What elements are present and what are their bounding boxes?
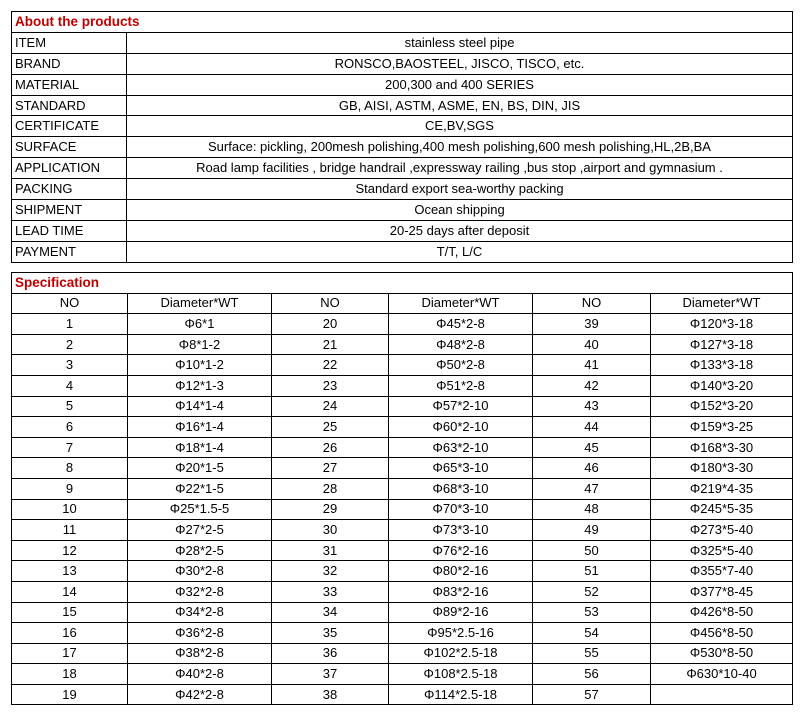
cell-no: 44 <box>533 417 651 438</box>
about-row <box>12 95 793 116</box>
cell-no: 18 <box>12 664 128 685</box>
cell-diameter-wt: Φ6*1 <box>128 314 272 335</box>
cell-diameter-wt: Φ219*4-35 <box>651 478 793 499</box>
cell-no: 46 <box>533 458 651 479</box>
cell-diameter-wt: Φ42*2-8 <box>128 684 272 705</box>
cell-no: 31 <box>272 540 389 561</box>
cell-no: 56 <box>533 664 651 685</box>
about-row-value: Ocean shipping <box>127 200 793 221</box>
cell-no: 3 <box>12 355 128 376</box>
cell-no: 10 <box>12 499 128 520</box>
cell-diameter-wt: Φ530*8-50 <box>651 643 793 664</box>
cell-no: 29 <box>272 499 389 520</box>
about-row-key: PAYMENT <box>12 241 127 262</box>
cell-diameter-wt: Φ114*2.5-18 <box>389 684 533 705</box>
about-row-value: CE,BV,SGS <box>127 116 793 137</box>
cell-diameter-wt: Φ10*1-2 <box>128 355 272 376</box>
cell-no: 27 <box>272 458 389 479</box>
about-products-body <box>12 12 793 263</box>
about-row-value: RONSCO,BAOSTEEL, JISCO, TISCO, etc. <box>127 53 793 74</box>
spec-header-row <box>12 293 793 314</box>
table-row <box>12 478 793 499</box>
cell-no: 48 <box>533 499 651 520</box>
about-row-value: stainless steel pipe <box>127 32 793 53</box>
cell-diameter-wt: Φ28*2-5 <box>128 540 272 561</box>
cell-no: 14 <box>12 581 128 602</box>
cell-diameter-wt: Φ38*2-8 <box>128 643 272 664</box>
cell-diameter-wt: Φ245*5-35 <box>651 499 793 520</box>
cell-no: 39 <box>533 314 651 335</box>
about-row <box>12 53 793 74</box>
cell-diameter-wt: Φ140*3-20 <box>651 375 793 396</box>
cell-diameter-wt: Φ65*3-10 <box>389 458 533 479</box>
cell-diameter-wt: Φ14*1-4 <box>128 396 272 417</box>
cell-no: 57 <box>533 684 651 705</box>
about-row-value: 200,300 and 400 SERIES <box>127 74 793 95</box>
cell-no: 52 <box>533 581 651 602</box>
table-row <box>12 561 793 582</box>
table-row <box>12 623 793 644</box>
cell-diameter-wt: Φ630*10-40 <box>651 664 793 685</box>
cell-no: 38 <box>272 684 389 705</box>
cell-no: 20 <box>272 314 389 335</box>
cell-diameter-wt: Φ12*1-3 <box>128 375 272 396</box>
cell-no: 2 <box>12 334 128 355</box>
cell-diameter-wt: Φ70*3-10 <box>389 499 533 520</box>
table-row <box>12 314 793 335</box>
about-row-key: SURFACE <box>12 137 127 158</box>
about-row-key: CERTIFICATE <box>12 116 127 137</box>
cell-diameter-wt: Φ102*2.5-18 <box>389 643 533 664</box>
specification-body <box>12 273 793 705</box>
table-row <box>12 664 793 685</box>
cell-diameter-wt: Φ68*3-10 <box>389 478 533 499</box>
about-row-value: T/T, L/C <box>127 241 793 262</box>
about-row-key: SHIPMENT <box>12 200 127 221</box>
about-row <box>12 158 793 179</box>
spec-title: Specification <box>12 273 793 294</box>
header-diameter-wt: Diameter*WT <box>128 293 272 314</box>
table-row <box>12 581 793 602</box>
table-row <box>12 375 793 396</box>
cell-diameter-wt: Φ83*2-16 <box>389 581 533 602</box>
cell-diameter-wt: Φ36*2-8 <box>128 623 272 644</box>
cell-diameter-wt: Φ63*2-10 <box>389 437 533 458</box>
about-row <box>12 220 793 241</box>
cell-no: 26 <box>272 437 389 458</box>
about-row-key: APPLICATION <box>12 158 127 179</box>
about-row <box>12 137 793 158</box>
cell-no: 12 <box>12 540 128 561</box>
cell-diameter-wt: Φ8*1-2 <box>128 334 272 355</box>
cell-no: 7 <box>12 437 128 458</box>
cell-no: 37 <box>272 664 389 685</box>
cell-diameter-wt: Φ20*1-5 <box>128 458 272 479</box>
cell-no: 42 <box>533 375 651 396</box>
cell-no: 17 <box>12 643 128 664</box>
cell-no: 34 <box>272 602 389 623</box>
cell-diameter-wt: Φ95*2.5-16 <box>389 623 533 644</box>
cell-no: 45 <box>533 437 651 458</box>
header-diameter-wt: Diameter*WT <box>389 293 533 314</box>
about-row-value: Road lamp facilities , bridge handrail ,expressway railing ,bus stop ,airport and gymnasium . <box>127 158 793 179</box>
table-row <box>12 334 793 355</box>
cell-diameter-wt: Φ73*3-10 <box>389 520 533 541</box>
about-row <box>12 241 793 262</box>
cell-no: 28 <box>272 478 389 499</box>
cell-no: 5 <box>12 396 128 417</box>
cell-diameter-wt: Φ108*2.5-18 <box>389 664 533 685</box>
cell-no: 50 <box>533 540 651 561</box>
table-row <box>12 520 793 541</box>
about-row-value: Surface: pickling, 200mesh polishing,400 mesh polishing,600 mesh polishing,HL,2B,BA <box>127 137 793 158</box>
cell-diameter-wt: Φ273*5-40 <box>651 520 793 541</box>
header-no: NO <box>12 293 128 314</box>
cell-no: 36 <box>272 643 389 664</box>
cell-diameter-wt: Φ377*8-45 <box>651 581 793 602</box>
about-row <box>12 200 793 221</box>
cell-diameter-wt: Φ426*8-50 <box>651 602 793 623</box>
cell-diameter-wt: Φ355*7-40 <box>651 561 793 582</box>
cell-diameter-wt: Φ32*2-8 <box>128 581 272 602</box>
cell-no: 6 <box>12 417 128 438</box>
cell-diameter-wt: Φ51*2-8 <box>389 375 533 396</box>
cell-no: 40 <box>533 334 651 355</box>
cell-diameter-wt: Φ89*2-16 <box>389 602 533 623</box>
about-row-key: LEAD TIME <box>12 220 127 241</box>
cell-no: 19 <box>12 684 128 705</box>
cell-no: 24 <box>272 396 389 417</box>
cell-no: 33 <box>272 581 389 602</box>
cell-no: 47 <box>533 478 651 499</box>
header-no: NO <box>272 293 389 314</box>
cell-diameter-wt: Φ48*2-8 <box>389 334 533 355</box>
about-row-key: MATERIAL <box>12 74 127 95</box>
about-row-value: Standard export sea-worthy packing <box>127 179 793 200</box>
cell-diameter-wt: Φ127*3-18 <box>651 334 793 355</box>
cell-diameter-wt: Φ50*2-8 <box>389 355 533 376</box>
about-row-key: STANDARD <box>12 95 127 116</box>
table-row <box>12 396 793 417</box>
cell-no: 15 <box>12 602 128 623</box>
cell-diameter-wt: Φ76*2-16 <box>389 540 533 561</box>
cell-no: 41 <box>533 355 651 376</box>
cell-no: 30 <box>272 520 389 541</box>
about-title: About the products <box>12 12 793 33</box>
cell-diameter-wt: Φ80*2-16 <box>389 561 533 582</box>
table-row <box>12 540 793 561</box>
cell-diameter-wt: Φ45*2-8 <box>389 314 533 335</box>
cell-diameter-wt: Φ40*2-8 <box>128 664 272 685</box>
cell-no: 49 <box>533 520 651 541</box>
cell-diameter-wt: Φ60*2-10 <box>389 417 533 438</box>
cell-diameter-wt: Φ168*3-30 <box>651 437 793 458</box>
about-row <box>12 32 793 53</box>
cell-no: 21 <box>272 334 389 355</box>
about-row-value: 20-25 days after deposit <box>127 220 793 241</box>
about-products-table <box>11 11 793 263</box>
about-row-key: BRAND <box>12 53 127 74</box>
table-row <box>12 602 793 623</box>
cell-diameter-wt: Φ27*2-5 <box>128 520 272 541</box>
about-title-row <box>12 12 793 33</box>
cell-no: 16 <box>12 623 128 644</box>
cell-no: 54 <box>533 623 651 644</box>
cell-no: 43 <box>533 396 651 417</box>
cell-no: 23 <box>272 375 389 396</box>
table-row <box>12 417 793 438</box>
cell-diameter-wt: Φ133*3-18 <box>651 355 793 376</box>
cell-no: 22 <box>272 355 389 376</box>
about-row-key: PACKING <box>12 179 127 200</box>
cell-no: 35 <box>272 623 389 644</box>
cell-diameter-wt: Φ152*3-20 <box>651 396 793 417</box>
cell-no: 9 <box>12 478 128 499</box>
cell-diameter-wt <box>651 684 793 705</box>
specification-table <box>11 272 793 705</box>
header-diameter-wt: Diameter*WT <box>651 293 793 314</box>
cell-diameter-wt: Φ456*8-50 <box>651 623 793 644</box>
cell-no: 32 <box>272 561 389 582</box>
about-row <box>12 74 793 95</box>
table-row <box>12 684 793 705</box>
table-row <box>12 458 793 479</box>
cell-diameter-wt: Φ180*3-30 <box>651 458 793 479</box>
cell-diameter-wt: Φ25*1.5-5 <box>128 499 272 520</box>
cell-no: 51 <box>533 561 651 582</box>
cell-diameter-wt: Φ34*2-8 <box>128 602 272 623</box>
cell-no: 53 <box>533 602 651 623</box>
cell-diameter-wt: Φ22*1-5 <box>128 478 272 499</box>
cell-diameter-wt: Φ159*3-25 <box>651 417 793 438</box>
cell-diameter-wt: Φ16*1-4 <box>128 417 272 438</box>
table-row <box>12 355 793 376</box>
about-row-key: ITEM <box>12 32 127 53</box>
about-row-value: GB, AISI, ASTM, ASME, EN, BS, DIN, JIS <box>127 95 793 116</box>
cell-no: 25 <box>272 417 389 438</box>
header-no: NO <box>533 293 651 314</box>
cell-no: 11 <box>12 520 128 541</box>
cell-diameter-wt: Φ120*3-18 <box>651 314 793 335</box>
table-row <box>12 499 793 520</box>
about-row <box>12 179 793 200</box>
about-row <box>12 116 793 137</box>
cell-no: 13 <box>12 561 128 582</box>
spec-title-row <box>12 273 793 294</box>
cell-diameter-wt: Φ18*1-4 <box>128 437 272 458</box>
cell-no: 4 <box>12 375 128 396</box>
table-row <box>12 437 793 458</box>
cell-diameter-wt: Φ30*2-8 <box>128 561 272 582</box>
table-row <box>12 643 793 664</box>
cell-diameter-wt: Φ325*5-40 <box>651 540 793 561</box>
cell-no: 8 <box>12 458 128 479</box>
cell-no: 55 <box>533 643 651 664</box>
cell-no: 1 <box>12 314 128 335</box>
cell-diameter-wt: Φ57*2-10 <box>389 396 533 417</box>
